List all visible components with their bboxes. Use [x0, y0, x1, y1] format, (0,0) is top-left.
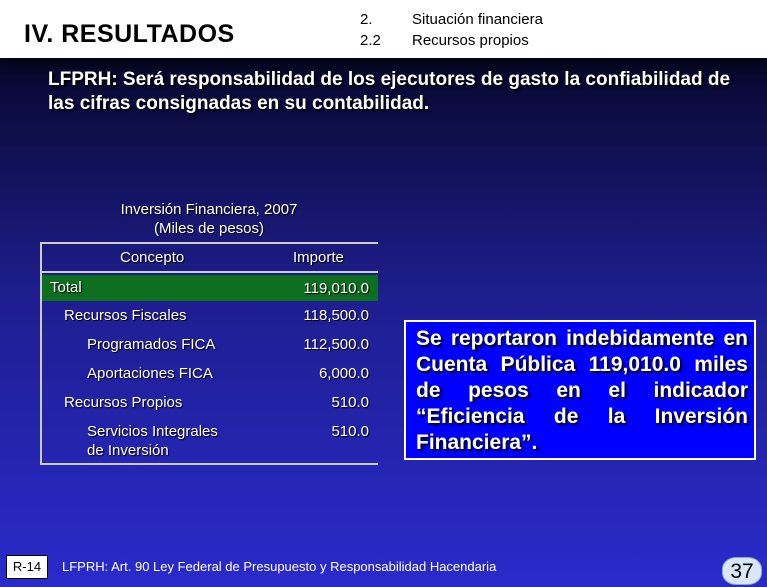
row-servicios-integrales-concepto — [87, 422, 218, 460]
footer-reference: LFPRH: Art. 90 Ley Federal de Presupuesto y Responsabilidad Hacendaria — [62, 559, 497, 574]
table-title-line2: (Miles de pesos) — [153, 220, 265, 237]
row-programados-fica-concepto: Programados FICA — [87, 336, 216, 353]
callout-box: Se reportaron indebidamente en Cuenta Pública 119,010.0 miles de pesos en el indicador “Eficiencia de la Inversión Financiera”. — [404, 320, 756, 460]
row-total-concepto: Total — [50, 279, 82, 296]
row-recursos-propios-importe: 510.0 — [331, 394, 369, 411]
table-title — [40, 200, 378, 238]
table-left-border — [40, 244, 42, 464]
section-names — [412, 9, 543, 51]
page-number: 37 — [722, 557, 762, 585]
table-header-rule — [40, 271, 378, 273]
table-title-line1: Inversión Financiera, 2007 — [120, 201, 298, 218]
row-total-importe: 119,010.0 — [303, 280, 369, 297]
lead-statement: LFPRH: Será responsabilidad de los ejecutores de gasto la confiabilidad de las cifras consignadas en su contabilidad. — [48, 69, 731, 114]
column-header-concepto: Concepto — [120, 249, 185, 266]
row-servicios-integrales-line1: Servicios Integrales — [87, 423, 218, 440]
row-servicios-integrales-importe: 510.0 — [331, 423, 369, 440]
footer-code-badge: R-14 — [6, 555, 48, 579]
section-numbers — [360, 9, 381, 51]
row-recursos-propios-concepto: Recursos Propios — [64, 394, 183, 411]
section-number-2: 2.2 — [360, 32, 381, 49]
table-top-rule — [40, 242, 378, 244]
table-bottom-rule — [40, 463, 378, 465]
row-aportaciones-fica-importe: 6,000.0 — [318, 365, 369, 382]
section-title: IV. RESULTADOS — [24, 20, 235, 48]
row-recursos-fiscales-importe: 118,500.0 — [303, 307, 369, 324]
row-servicios-integrales-line2: de Inversión — [87, 442, 169, 459]
section-name-2: Recursos propios — [412, 32, 529, 49]
section-number-1: 2. — [360, 11, 373, 28]
row-aportaciones-fica-concepto: Aportaciones FICA — [87, 365, 213, 382]
row-recursos-fiscales-concepto: Recursos Fiscales — [64, 307, 187, 324]
section-name-1: Situación financiera — [412, 11, 543, 28]
column-header-importe: Importe — [293, 249, 344, 266]
row-programados-fica-importe: 112,500.0 — [303, 336, 369, 353]
